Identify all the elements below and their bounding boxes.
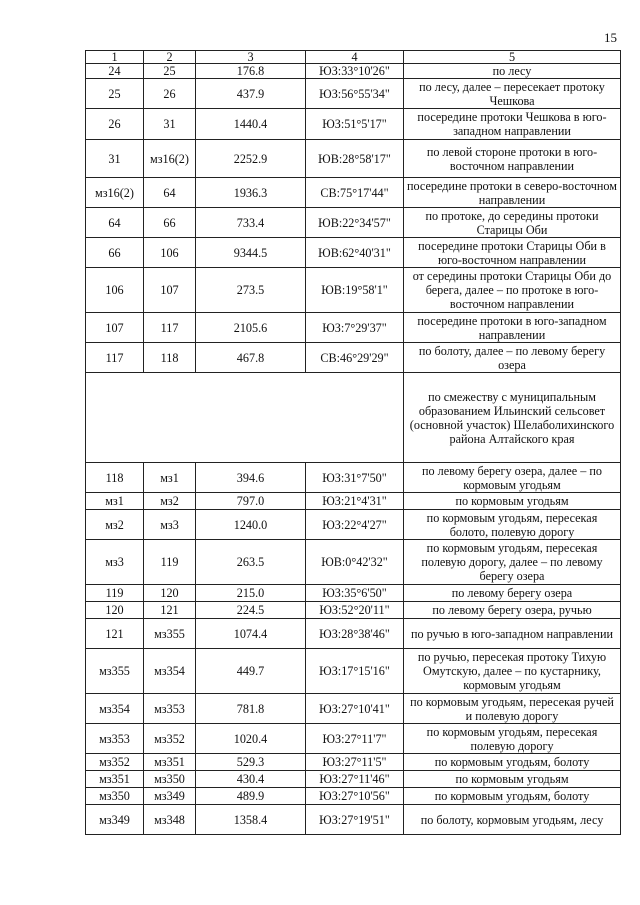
cell-length: 215.0 — [196, 585, 306, 602]
cell-description: по ручью, пересекая протоку Тихую Омутскую, далее – по кустарнику, кормовым угодьям — [404, 649, 621, 694]
table-row — [86, 540, 621, 585]
cell-length: 733.4 — [196, 208, 306, 238]
cell-description: посередине протоки Старицы Оби в юго-восточном направлении — [404, 238, 621, 268]
cell-description: по кормовым угодьям — [404, 493, 621, 510]
cell-to-point: 64 — [144, 178, 196, 208]
cell-from-point: 64 — [86, 208, 144, 238]
cell-from-point: 106 — [86, 268, 144, 313]
cell-bearing: ЮЗ:17°15'16" — [306, 649, 404, 694]
cell-from-point: мз16(2) — [86, 178, 144, 208]
cell-bearing: ЮЗ:31°7'50" — [306, 463, 404, 493]
cell-bearing: ЮВ:19°58'1" — [306, 268, 404, 313]
cell-to-point: мз2 — [144, 493, 196, 510]
cell-length: 224.5 — [196, 602, 306, 619]
table-row — [86, 694, 621, 724]
cell-length: 1440.4 — [196, 109, 306, 140]
cell-length: 2252.9 — [196, 140, 306, 178]
cell-from-point: 31 — [86, 140, 144, 178]
cell-length: 529.3 — [196, 754, 306, 771]
cell-description: по ручью в юго-западном направлении — [404, 619, 621, 649]
table-row — [86, 140, 621, 178]
cell-length: 1358.4 — [196, 805, 306, 835]
cell-bearing: СВ:75°17'44" — [306, 178, 404, 208]
cell-length: 449.7 — [196, 649, 306, 694]
table-row — [86, 788, 621, 805]
cell-from-point: мз352 — [86, 754, 144, 771]
cell-from-point: 117 — [86, 343, 144, 373]
cell-length: 9344.5 — [196, 238, 306, 268]
cell-bearing: ЮЗ:27°10'56" — [306, 788, 404, 805]
table-row — [86, 805, 621, 835]
cell-from-point: мз349 — [86, 805, 144, 835]
cell-length: 489.9 — [196, 788, 306, 805]
cell-to-point: мз355 — [144, 619, 196, 649]
cell-to-point: мз352 — [144, 724, 196, 754]
table-row — [86, 208, 621, 238]
cell-description: по левому берегу озера — [404, 585, 621, 602]
cell-description: по кормовым угодьям, пересекая болото, полевую дорогу — [404, 510, 621, 540]
cell-to-point: 26 — [144, 79, 196, 109]
cell-bearing: ЮВ:22°34'57" — [306, 208, 404, 238]
cell-bearing: ЮВ:0°42'32" — [306, 540, 404, 585]
cell-description: посередине протоки Чешкова в юго-западном направлении — [404, 109, 621, 140]
cell-description: по кормовым угодьям, пересекая полевую дорогу, далее – по левому берегу озера — [404, 540, 621, 585]
cell-bearing: ЮЗ:28°38'46" — [306, 619, 404, 649]
cell-to-point: мз351 — [144, 754, 196, 771]
table-row — [86, 109, 621, 140]
cell-description: по левому берегу озера, далее – по кормовым угодьям — [404, 463, 621, 493]
table-row — [86, 585, 621, 602]
cell-description: по смежеству с муниципальным образованием Ильинский сельсовет (основной участок) Шелаболихинского района Алтайского края — [404, 373, 621, 463]
cell-description: по болоту, далее – по левому берегу озера — [404, 343, 621, 373]
cell-description: по кормовым угодьям, болоту — [404, 754, 621, 771]
empty-merged-cell — [86, 373, 404, 463]
cell-bearing: ЮЗ:27°10'41" — [306, 694, 404, 724]
cell-length: 2105.6 — [196, 313, 306, 343]
cell-from-point: 121 — [86, 619, 144, 649]
table-row — [86, 602, 621, 619]
cell-length: 1020.4 — [196, 724, 306, 754]
cell-description: по лесу — [404, 64, 621, 79]
cell-description: по протоке, до середины протоки Старицы Оби — [404, 208, 621, 238]
cell-to-point: 31 — [144, 109, 196, 140]
page-number: 15 — [604, 30, 617, 45]
cell-from-point: мз351 — [86, 771, 144, 788]
cell-description: по кормовым угодьям, пересекая полевую дорогу — [404, 724, 621, 754]
cell-description: по лесу, далее – пересекает протоку Чешкова — [404, 79, 621, 109]
cell-bearing: ЮЗ:33°10'26" — [306, 64, 404, 79]
table-row — [86, 754, 621, 771]
cell-bearing: ЮЗ:56°55'34" — [306, 79, 404, 109]
table-row — [86, 510, 621, 540]
cell-to-point: мз354 — [144, 649, 196, 694]
column-header: 3 — [196, 51, 306, 64]
cell-from-point: мз3 — [86, 540, 144, 585]
cell-description: по болоту, кормовым угодьям, лесу — [404, 805, 621, 835]
cell-to-point: мз350 — [144, 771, 196, 788]
cell-bearing: ЮЗ:27°11'7" — [306, 724, 404, 754]
cell-bearing: ЮЗ:21°4'31" — [306, 493, 404, 510]
cell-from-point: 26 — [86, 109, 144, 140]
cell-description: от середины протоки Старицы Оби до берега, далее – по протоке в юго-восточном направлении — [404, 268, 621, 313]
cell-to-point: 66 — [144, 208, 196, 238]
table-row — [86, 463, 621, 493]
boundary-table — [85, 50, 621, 835]
cell-bearing: ЮЗ:35°6'50" — [306, 585, 404, 602]
cell-from-point: мз2 — [86, 510, 144, 540]
section-row — [86, 373, 621, 463]
table-row — [86, 178, 621, 208]
cell-to-point: 106 — [144, 238, 196, 268]
column-header: 2 — [144, 51, 196, 64]
cell-from-point: 25 — [86, 79, 144, 109]
cell-length: 1074.4 — [196, 619, 306, 649]
cell-length: 430.4 — [196, 771, 306, 788]
column-header: 1 — [86, 51, 144, 64]
cell-bearing: ЮЗ:52°20'11" — [306, 602, 404, 619]
cell-length: 781.8 — [196, 694, 306, 724]
cell-bearing: ЮЗ:51°5'17" — [306, 109, 404, 140]
table-row — [86, 268, 621, 313]
cell-description: по левой стороне протоки в юго-восточном направлении — [404, 140, 621, 178]
cell-length: 797.0 — [196, 493, 306, 510]
cell-to-point: 25 — [144, 64, 196, 79]
cell-to-point: 120 — [144, 585, 196, 602]
cell-description: по кормовым угодьям, пересекая ручей и полевую дорогу — [404, 694, 621, 724]
cell-bearing: ЮЗ:27°11'46" — [306, 771, 404, 788]
cell-to-point: 117 — [144, 313, 196, 343]
cell-bearing: СВ:46°29'29" — [306, 343, 404, 373]
cell-from-point: 119 — [86, 585, 144, 602]
cell-to-point: 118 — [144, 343, 196, 373]
cell-description: по кормовым угодьям — [404, 771, 621, 788]
cell-description: по левому берегу озера, ручью — [404, 602, 621, 619]
table-row — [86, 771, 621, 788]
cell-bearing: ЮЗ:27°11'5" — [306, 754, 404, 771]
column-header: 5 — [404, 51, 621, 64]
cell-description: по кормовым угодьям, болоту — [404, 788, 621, 805]
table-row — [86, 64, 621, 79]
table-row — [86, 238, 621, 268]
table-row — [86, 493, 621, 510]
table-row — [86, 649, 621, 694]
cell-bearing: ЮВ:28°58'17" — [306, 140, 404, 178]
cell-to-point: мз1 — [144, 463, 196, 493]
cell-to-point: мз3 — [144, 510, 196, 540]
cell-to-point: 119 — [144, 540, 196, 585]
table-row — [86, 313, 621, 343]
cell-bearing: ЮЗ:27°19'51" — [306, 805, 404, 835]
cell-description: посередине протоки в юго-западном направлении — [404, 313, 621, 343]
cell-description: посередине протоки в северо-восточном направлении — [404, 178, 621, 208]
table-row — [86, 343, 621, 373]
cell-to-point: мз348 — [144, 805, 196, 835]
cell-from-point: мз350 — [86, 788, 144, 805]
cell-to-point: мз349 — [144, 788, 196, 805]
cell-from-point: мз354 — [86, 694, 144, 724]
cell-length: 1936.3 — [196, 178, 306, 208]
cell-from-point: мз355 — [86, 649, 144, 694]
cell-to-point: 107 — [144, 268, 196, 313]
cell-bearing: ЮВ:62°40'31" — [306, 238, 404, 268]
cell-length: 394.6 — [196, 463, 306, 493]
cell-length: 263.5 — [196, 540, 306, 585]
cell-bearing: ЮЗ:7°29'37" — [306, 313, 404, 343]
table-row — [86, 724, 621, 754]
cell-length: 1240.0 — [196, 510, 306, 540]
cell-from-point: 24 — [86, 64, 144, 79]
table-row — [86, 79, 621, 109]
cell-from-point: 107 — [86, 313, 144, 343]
cell-bearing: ЮЗ:22°4'27" — [306, 510, 404, 540]
cell-from-point: 66 — [86, 238, 144, 268]
cell-from-point: 120 — [86, 602, 144, 619]
cell-length: 467.8 — [196, 343, 306, 373]
cell-to-point: 121 — [144, 602, 196, 619]
column-header: 4 — [306, 51, 404, 64]
cell-to-point: мз16(2) — [144, 140, 196, 178]
table-row — [86, 619, 621, 649]
cell-length: 273.5 — [196, 268, 306, 313]
cell-from-point: мз1 — [86, 493, 144, 510]
cell-length: 437.9 — [196, 79, 306, 109]
cell-length: 176.8 — [196, 64, 306, 79]
cell-from-point: 118 — [86, 463, 144, 493]
cell-to-point: мз353 — [144, 694, 196, 724]
header-row — [86, 51, 621, 64]
cell-from-point: мз353 — [86, 724, 144, 754]
